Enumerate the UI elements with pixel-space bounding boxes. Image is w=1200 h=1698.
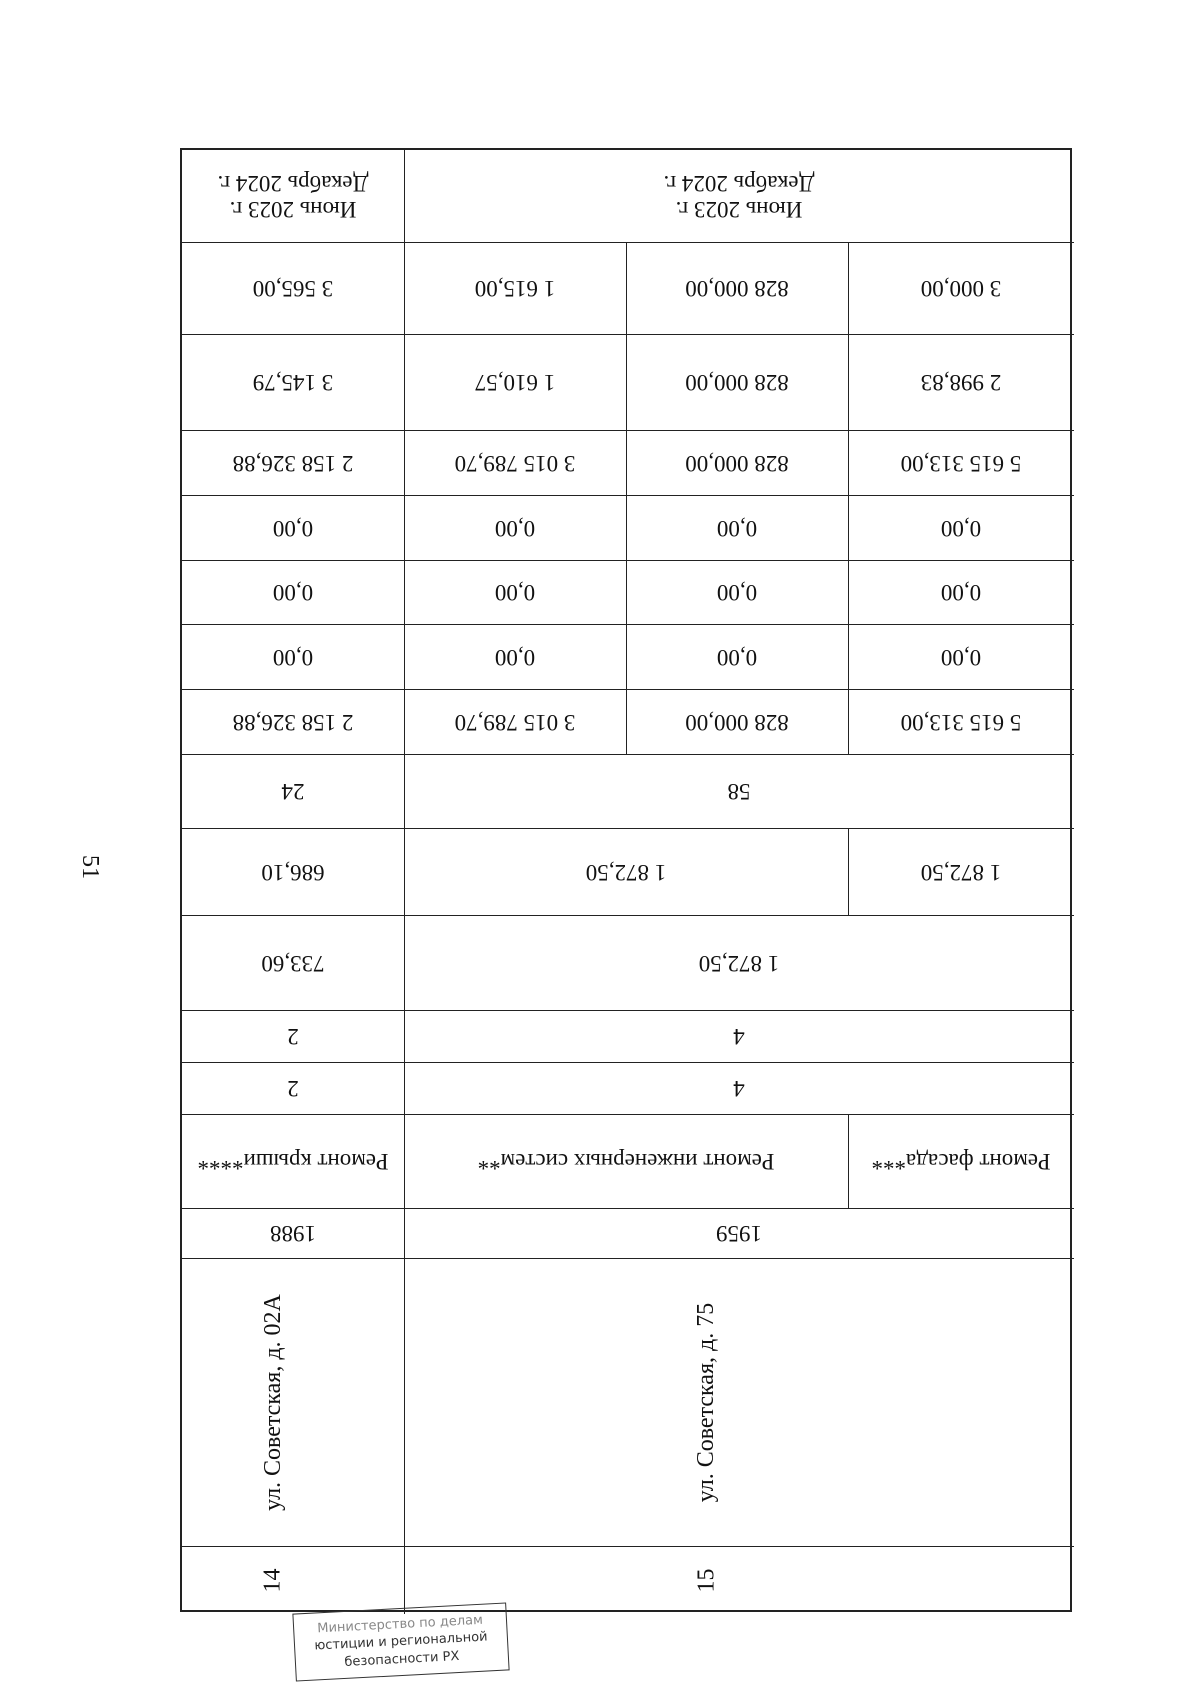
cost-z3: 0,00 [940, 515, 982, 541]
cost-sum: 2 158 326,88 [232, 450, 354, 476]
cost-z2: 0,00 [272, 580, 314, 606]
cost-z3: 0,00 [494, 515, 536, 541]
cost-z2: 0,00 [494, 580, 536, 606]
unit-cost: 1 610,57 [474, 370, 556, 396]
area-1: 733,60 [261, 950, 325, 976]
work-type: Ремонт инженерных систем** [477, 1149, 775, 1175]
period-header-row15: Июнь 2023 г. Декабрь 2024 г. [663, 171, 815, 223]
cost-sum: 828 000,00 [685, 450, 789, 476]
data-table [180, 148, 1072, 1612]
cost-total: 3 015 789,70 [454, 709, 576, 735]
work-type: Ремонт крыши**** [197, 1149, 389, 1175]
area-2: 686,10 [261, 859, 325, 885]
limit-cost: 828 000,00 [685, 276, 789, 302]
row-number: 14 [259, 1568, 286, 1592]
floors-a: 2 [287, 1076, 299, 1102]
cost-total: 2 158 326,88 [232, 709, 354, 735]
cost-z1: 0,00 [940, 644, 982, 670]
address: ул. Советская, д. 02А [259, 1293, 286, 1511]
floors-a: 4 [733, 1076, 745, 1102]
floors-b: 4 [733, 1024, 745, 1050]
cost-sum: 5 615 313,00 [900, 450, 1022, 476]
limit-cost: 3 000,00 [920, 276, 1002, 302]
address: ул. Советская, д. 75 [693, 1302, 720, 1502]
unit-cost: 2 998,83 [920, 370, 1002, 396]
unit-cost: 828 000,00 [685, 370, 789, 396]
cost-z1: 0,00 [716, 644, 758, 670]
build-year: 1988 [270, 1221, 316, 1247]
residents-count: 58 [727, 779, 751, 805]
floors-b: 2 [287, 1024, 299, 1050]
area-2: 1 872,50 [585, 859, 667, 885]
area-2: 1 872,50 [920, 859, 1002, 885]
page-number: 51 [77, 855, 104, 879]
cost-z3: 0,00 [716, 515, 758, 541]
build-year: 1959 [716, 1221, 762, 1247]
cost-total: 5 615 313,00 [900, 709, 1022, 735]
work-type: Ремонт фасада*** [871, 1149, 1051, 1175]
residents-count: 24 [281, 779, 305, 805]
cost-z3: 0,00 [272, 515, 314, 541]
official-stamp: Министерство по делам юстиции и региональной безопасности РХ [292, 1602, 509, 1681]
limit-cost: 1 615,00 [474, 276, 556, 302]
cost-total: 828 000,00 [685, 709, 789, 735]
limit-cost: 3 565,00 [252, 276, 334, 302]
unit-cost: 3 145,79 [252, 370, 334, 396]
area-1: 1 872,50 [698, 950, 780, 976]
cost-z2: 0,00 [716, 580, 758, 606]
row-number: 15 [693, 1568, 720, 1592]
cost-z2: 0,00 [940, 580, 982, 606]
cost-z1: 0,00 [494, 644, 536, 670]
cost-sum: 3 015 789,70 [454, 450, 576, 476]
cost-z1: 0,00 [272, 644, 314, 670]
period-header-row14: Июнь 2023 г. Декабрь 2024 г. [217, 171, 369, 223]
